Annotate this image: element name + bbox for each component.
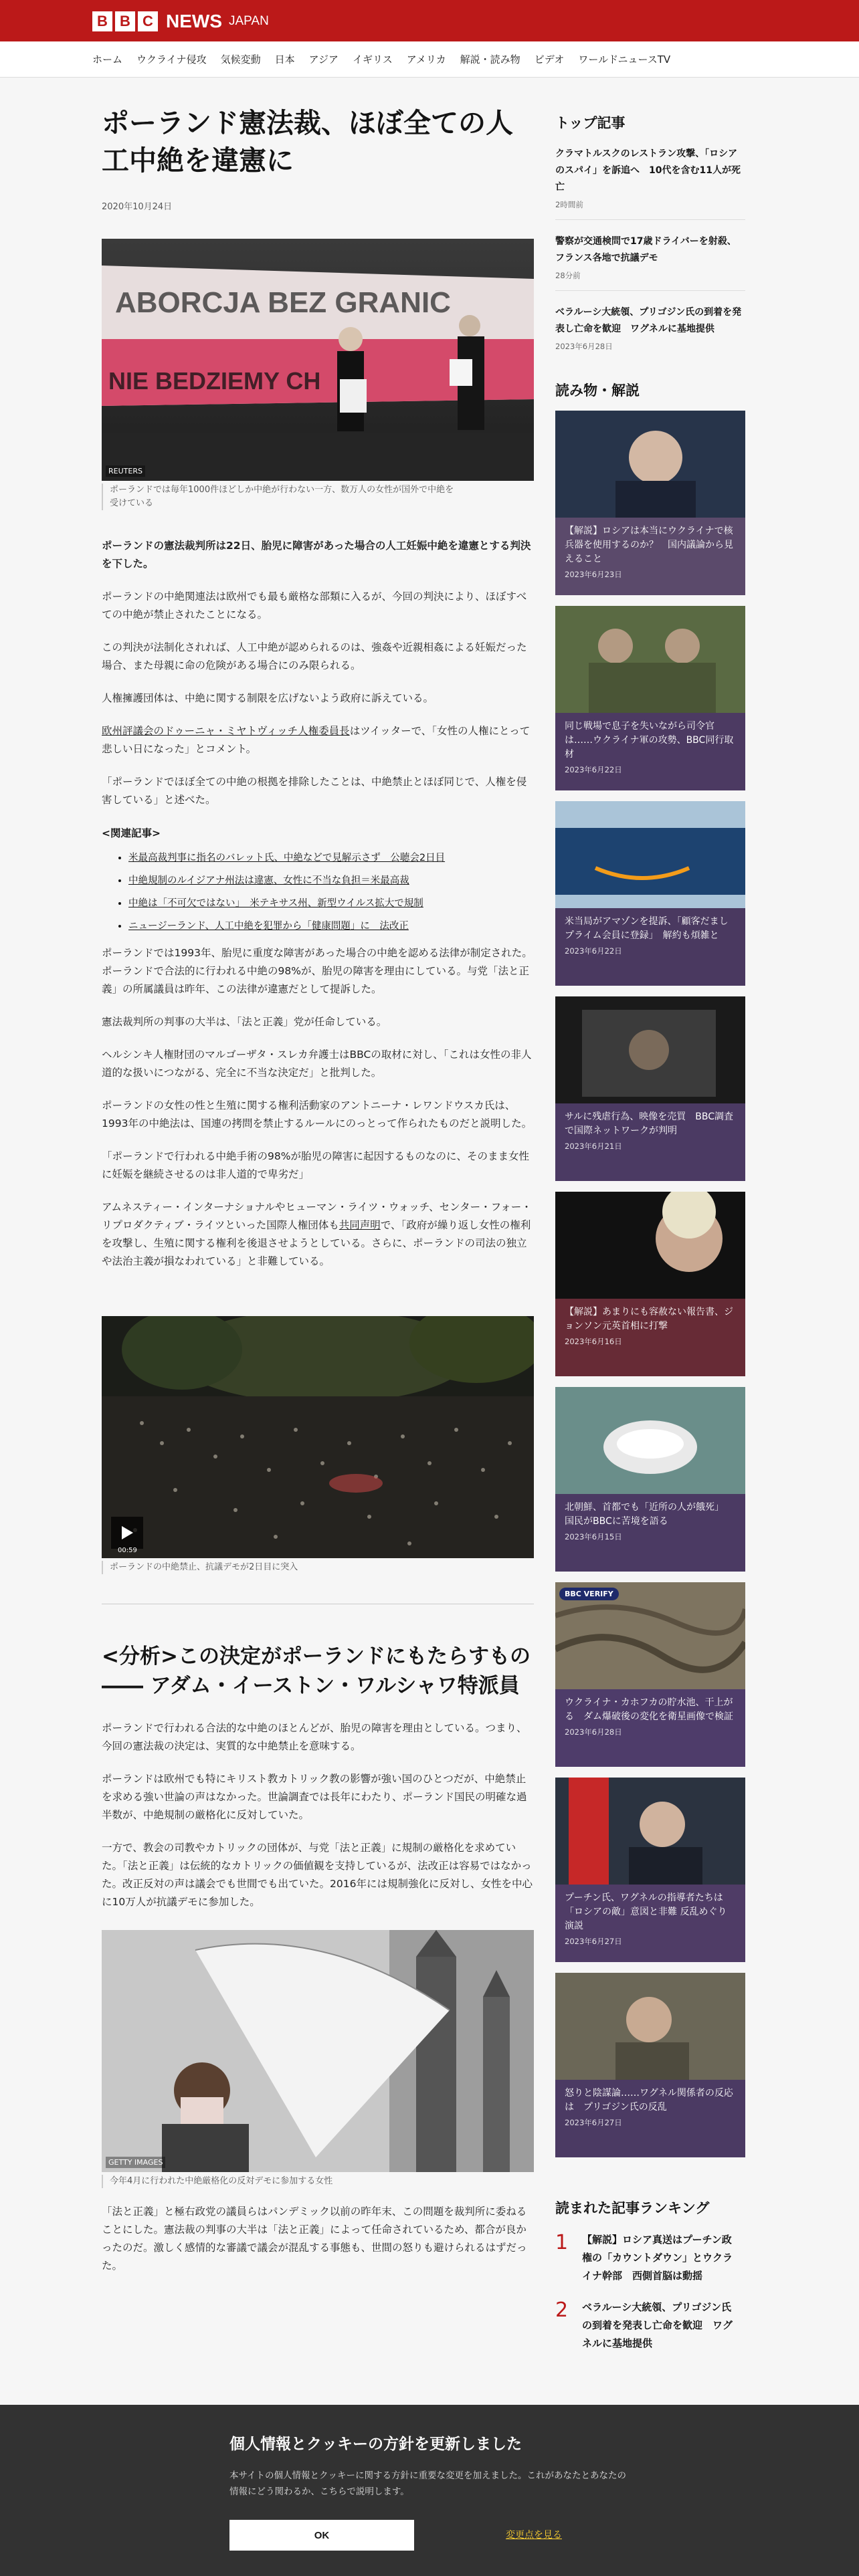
ranking-item[interactable] xyxy=(555,2231,745,2285)
top-story-title[interactable]: クラマトルスクのレストラン攻撃、「ロシアのスパイ」を訴追へ 10代を含む11人が死亡 xyxy=(555,148,741,193)
video-player[interactable] xyxy=(102,1316,534,1558)
feature-card-image xyxy=(555,1582,745,1689)
feature-card-image xyxy=(555,1192,745,1299)
nav-item-tv[interactable]: ワールドニュースTV xyxy=(578,53,671,66)
protest-photo-graphic xyxy=(102,239,534,481)
feature-card-image xyxy=(555,606,745,713)
related-item[interactable] xyxy=(128,847,534,869)
sidebar xyxy=(555,78,745,2353)
feature-card[interactable] xyxy=(555,606,745,790)
cookie-body: 本サイトの個人情報とクッキーに関する方針に重要な変更を加えました。これがあなたとあなたの情報にどう関わるか、こちらで説明します。 xyxy=(229,2470,627,2497)
feature-card-title[interactable]: 北朝鮮、首都でも「近所の人が餓死」 国民がBBCに苦境を語る xyxy=(565,1502,729,1527)
top-story-item[interactable] xyxy=(555,220,745,291)
top-story-time: 28分前 xyxy=(555,271,581,280)
related-list xyxy=(102,847,534,938)
feature-card-title[interactable]: 【解説】あまりにも容赦ない報告書、ジョンソン元英首相に打撃 xyxy=(565,1307,733,1331)
image-caption: ポーランドでは毎年1000件ほどしか中絶が行わない一方、数万人の女性が国外で中絶を受けている xyxy=(102,484,456,510)
feature-card-image xyxy=(555,1387,745,1494)
protest-photo xyxy=(102,239,534,481)
ranking-title[interactable]: ベラルーシ大統領、プリゴジン氏の到着を発表し亡命を歓迎 ワグネルに基地提供 xyxy=(582,2301,733,2349)
play-button[interactable] xyxy=(111,1517,143,1549)
svg-text:ABORCJA BEZ GRANIC: ABORCJA BEZ GRANIC xyxy=(115,286,451,319)
top-stories-heading: トップ記事 xyxy=(555,115,626,131)
feature-card-body xyxy=(555,713,745,790)
article-date: 2020年10月24日 xyxy=(102,202,173,212)
feature-card-body xyxy=(555,2080,745,2157)
feature-card-title[interactable]: 米当局がアマゾンを提訴、「顧客だましプライム会員に登録」 解約も煩雑と xyxy=(565,916,729,941)
cookie-more-link[interactable]: 変更点を見る xyxy=(506,2530,562,2541)
feature-card-date: 2023年6月27日 xyxy=(565,2118,622,2127)
feature-card-body xyxy=(555,1885,745,1962)
joint-statement-link[interactable]: 共同声明 xyxy=(339,1219,381,1231)
feature-card-date: 2023年6月22日 xyxy=(565,946,622,956)
nav-item-features[interactable]: 解説・読み物 xyxy=(460,53,520,66)
feature-card[interactable] xyxy=(555,1973,745,2157)
nav-item-japan[interactable]: 日本 xyxy=(274,53,295,66)
related-link[interactable]: 米最高裁判事に指名のバレット氏、中絶などで見解示さず 公聴会2日目 xyxy=(128,853,446,863)
feature-card-date: 2023年6月21日 xyxy=(565,1142,622,1151)
top-story-item[interactable] xyxy=(555,132,745,220)
image-credit: GETTY IMAGES xyxy=(106,2157,165,2168)
paragraph: ポーランドの女性の性と生殖に関する権利活動家のアントニーナ・レワンドウスカ氏は、1993年の中絶法は、国連の拷問を禁止するルールにのっとって作られたものだと説明した。 xyxy=(102,1099,533,1130)
paragraph: ポーランドは欧州でも特にキリスト教カトリック教の影響が強い国のひとつだが、中絶禁止を求める強い世論の声はなかった。世論調査では長年にわたり、ポーランド国民の明確な過半数が、中絶規制の厳格化に反対していた。 xyxy=(102,1773,527,1821)
feature-card[interactable] xyxy=(555,1778,745,1962)
top-story-title[interactable]: 警察が交通検問で17歳ドライバーを射殺、フランス各地で抗議デモ xyxy=(555,236,737,263)
related-item[interactable] xyxy=(128,869,534,892)
related-item[interactable] xyxy=(128,915,534,938)
feature-card-title[interactable]: サルに残虐行為、映像を売買 BBC調査で国際ネットワークが判明 xyxy=(565,1111,734,1136)
feature-card-image xyxy=(555,1973,745,2080)
feature-card-image xyxy=(555,411,745,518)
feature-card[interactable] xyxy=(555,411,745,595)
feature-card-image xyxy=(555,996,745,1103)
feature-card-date: 2023年6月22日 xyxy=(565,765,622,774)
paragraph-text: アムネスティー・インターナショナルやヒューマン・ライツ・ウォッチ、センター・フォー・リプロダクティブ・ライツといった国際人権団体も xyxy=(102,1201,532,1231)
image-caption: 今年4月に行われた中絶厳格化の反対デモに参加する女性 xyxy=(102,2175,456,2188)
related-link[interactable]: ニュージーランド、人工中絶を犯罪から「健康問題」に 法改正 xyxy=(128,921,409,932)
video-thumbnail xyxy=(102,1316,534,1558)
top-story-item[interactable] xyxy=(555,291,745,361)
feature-card-title[interactable]: 同じ戦場で息子を失いながら司令官は……ウクライナ軍の攻勢、BBC同行取材 xyxy=(565,721,734,760)
news-wordmark: NEWS xyxy=(166,11,222,31)
paragraph: ポーランドでは1993年、胎児に重度な障害があった場合の中絶を認める法律が制定された。ポーランドで合法的に行われる中絶の98%が、胎児の障害を理由にしている。与党「法と正義」の所属議員は昨年、この法律が違憲だとして提訴した。 xyxy=(102,947,533,995)
content-area xyxy=(0,78,859,2418)
feature-card-body xyxy=(555,1494,745,1572)
bbc-verify-badge: BBC VERIFY xyxy=(559,1588,619,1600)
bbc-logo-b2: B xyxy=(115,11,135,31)
related-link[interactable]: 中絶規制のルイジアナ州法は違憲、女性に不当な負担＝米最高裁 xyxy=(128,875,409,886)
paragraph xyxy=(102,722,534,758)
feature-card-date: 2023年6月27日 xyxy=(565,1937,622,1946)
umbrella-photo-graphic xyxy=(102,1930,534,2172)
top-story-title[interactable]: ベラルーシ大統領、プリゴジン氏の到着を発表し亡命を歓迎 ワグネルに基地提供 xyxy=(555,307,742,334)
ranking-heading: 読まれた記事ランキング xyxy=(555,2200,710,2216)
paragraph: ポーランドの中絶関連法は欧州でも最も厳格な部類に入るが、今回の判決により、ほぼすべての中絶が禁止されたことになる。 xyxy=(102,591,527,621)
nav-item-climate[interactable]: 気候変動 xyxy=(220,53,261,66)
feature-card-body xyxy=(555,1689,745,1767)
image-credit: REUTERS xyxy=(106,465,145,477)
feature-card[interactable] xyxy=(555,801,745,986)
video-caption: ポーランドの中絶禁止、抗議デモが2日目に突入 xyxy=(102,1561,456,1574)
paragraph: 憲法裁判所の判事の大半は、「法と正義」党が任命している。 xyxy=(102,1016,387,1028)
paragraph: 一方で、教会の司教やカトリックの団体が、与党「法と正義」に規制の厳格化を求めていた。「法と正義」は伝統的なカトリックの価値観を支持しているが、法改正は容易ではなかった。改正反対の声は議会でも世間でも出ていた。2016年には規制強化に反対し、女性を中心に10万人が抗議デモに参加した。 xyxy=(102,1842,533,1908)
cookie-banner xyxy=(0,2405,859,2576)
paragraph: この判決が法制化されれば、人工中絶が認められるのは、強姦や近親相姦による妊娠だった場合、また母親に命の危険がある場合にのみ限られる。 xyxy=(102,641,527,671)
top-story-time: 2023年6月28日 xyxy=(555,342,613,351)
paragraph-text: で、「政府が繰り返し女性の権利を攻撃し、生殖に関する権利を後退させようとしている。さらに、ポーランドの司法の独立や法治主義が損なわれている」と非難している。 xyxy=(102,1219,531,1267)
ranking-title[interactable]: 【解説】ロシア真送はプーチン政権の「カウントダウン」とウクライナ幹部 西側首脳は動揺 xyxy=(582,2234,733,2282)
ranking-number: 2 xyxy=(555,2298,569,2322)
paragraph xyxy=(102,1198,534,1271)
feature-card[interactable] xyxy=(555,1387,745,1572)
edition-label: JAPAN xyxy=(229,14,269,28)
feature-card[interactable] xyxy=(555,1582,745,1767)
paragraph: 「ポーランドでほぼ全ての中絶の根拠を排除したことは、中絶禁止とほぼ同じで、人権を侵害している」と述べた。 xyxy=(102,776,527,806)
feature-card-date: 2023年6月16日 xyxy=(565,1337,622,1346)
paragraph: ポーランドで行われる合法的な中絶のほとんどが、胎児の障害を理由としている。つまり、今回の憲法裁の決定は、実質的な中絶禁止を意味する。 xyxy=(102,1722,527,1752)
ranking-item[interactable] xyxy=(555,2298,745,2353)
nav-item-home[interactable]: ホーム xyxy=(92,53,123,66)
paragraph-text: はツイッターで、「女性の人権にとって悲しい日になった」とコメント。 xyxy=(102,725,531,755)
feature-card-date: 2023年6月28日 xyxy=(565,1727,622,1737)
article-image-2 xyxy=(102,1930,534,2188)
feature-card-body xyxy=(555,1103,745,1181)
bbc-logo-c: C xyxy=(138,11,158,31)
council-of-europe-link[interactable]: 欧州評議会のドゥーニャ・ミヤトヴィッチ人権委員長 xyxy=(102,725,350,737)
feature-card-title[interactable]: プーチン氏、ワグネルの指導者たちは「ロシアの敵」意図と非難 反乱めぐり演説 xyxy=(565,1893,727,1931)
main-nav xyxy=(0,41,859,78)
feature-card-title[interactable]: ウクライナ・カホフカの貯水池、干上がる ダム爆破後の変化を衛星画像で検証 xyxy=(565,1697,733,1722)
bbc-news-logo[interactable] xyxy=(92,11,269,32)
umbrella-photo xyxy=(102,1930,534,2172)
site-header xyxy=(0,0,859,41)
related-item[interactable] xyxy=(128,892,534,915)
nav-item-us[interactable]: アメリカ xyxy=(406,53,446,66)
svg-text:NIE BEDZIEMY CH: NIE BEDZIEMY CH xyxy=(108,367,321,395)
related-link[interactable]: 中絶は「不可欠ではない」 米テキサス州、新型ウイルス拡大で規制 xyxy=(128,898,423,909)
feature-card-title[interactable]: 怒りと陰謀論……ワグネル関係者の反応は プリゴジン氏の反乱 xyxy=(565,2088,733,2113)
bbc-logo-b1: B xyxy=(92,11,112,31)
paragraph: 人権擁護団体は、中絶に関する制限を広げないよう政府に訴えている。 xyxy=(102,692,434,704)
ranking-number: 1 xyxy=(555,2231,569,2254)
cookie-title: 個人情報とクッキーの方針を更新しました xyxy=(229,2436,522,2453)
feature-card-body xyxy=(555,1299,745,1376)
paragraph: 「ポーランドで行われる中絶手術の98%が胎児の障害に起因するものなのに、そのまま女性に妊娠を継続させるのは非人道的で卑劣だ」 xyxy=(102,1150,529,1180)
feature-card-date: 2023年6月15日 xyxy=(565,1532,622,1541)
article-lead: ポーランドの憲法裁判所は22日、胎児に障害があった場合の人工妊娠中絶を違憲とする判決を下した。 xyxy=(102,540,531,570)
related-heading: <関連記事> xyxy=(102,827,161,839)
feature-card[interactable] xyxy=(555,996,745,1181)
analysis-heading: <分析>この決定がポーランドにもたらすもの―― アダム・イーストン・ワルシャワ特派員 xyxy=(102,1644,531,1698)
nav-item-ukraine[interactable]: ウクライナ侵攻 xyxy=(136,53,207,66)
feature-card-body xyxy=(555,908,745,986)
feature-card-date: 2023年6月23日 xyxy=(565,570,622,579)
feature-card-image xyxy=(555,1778,745,1885)
nav-item-uk[interactable]: イギリス xyxy=(353,53,393,66)
feature-card-image xyxy=(555,801,745,908)
article xyxy=(102,78,534,2275)
article-headline: ポーランド憲法裁、ほぼ全ての人工中絶を違憲に xyxy=(102,107,513,177)
features-heading: 読み物・解説 xyxy=(555,383,640,399)
paragraph: ヘルシンキ人権財団のマルゴーザタ・スレカ弁護士はBBCの取材に対し、「これは女性の非人道的な扱いにつながる、完全に不当な決定だ」と批判した。 xyxy=(102,1049,532,1079)
nav-item-asia[interactable]: アジア xyxy=(308,53,339,66)
play-icon xyxy=(120,1525,134,1540)
top-story-time: 2時間前 xyxy=(555,200,583,209)
feature-card[interactable] xyxy=(555,1192,745,1376)
nav-item-video[interactable]: ビデオ xyxy=(534,53,565,66)
paragraph: 「法と正義」と極右政党の議員らはパンデミック以前の昨年末、この問題を裁判所に委ねることにした。憲法裁の判事の大半は「法と正義」によって任命されているため、都合が良かったのだ。激しく感情的な審議で議会が混乱する事態も、世間の怒りも避けられるはずだった。 xyxy=(102,2206,527,2272)
video-duration: 00:59 xyxy=(118,1547,137,1554)
cookie-ok-button[interactable]: OK xyxy=(229,2520,414,2551)
feature-card-title[interactable]: 【解説】ロシアは本当にウクライナで核兵器を使用するのか？ 国内議論から見えること xyxy=(565,526,733,564)
article-image-1 xyxy=(102,239,534,510)
feature-card-body xyxy=(555,518,745,595)
